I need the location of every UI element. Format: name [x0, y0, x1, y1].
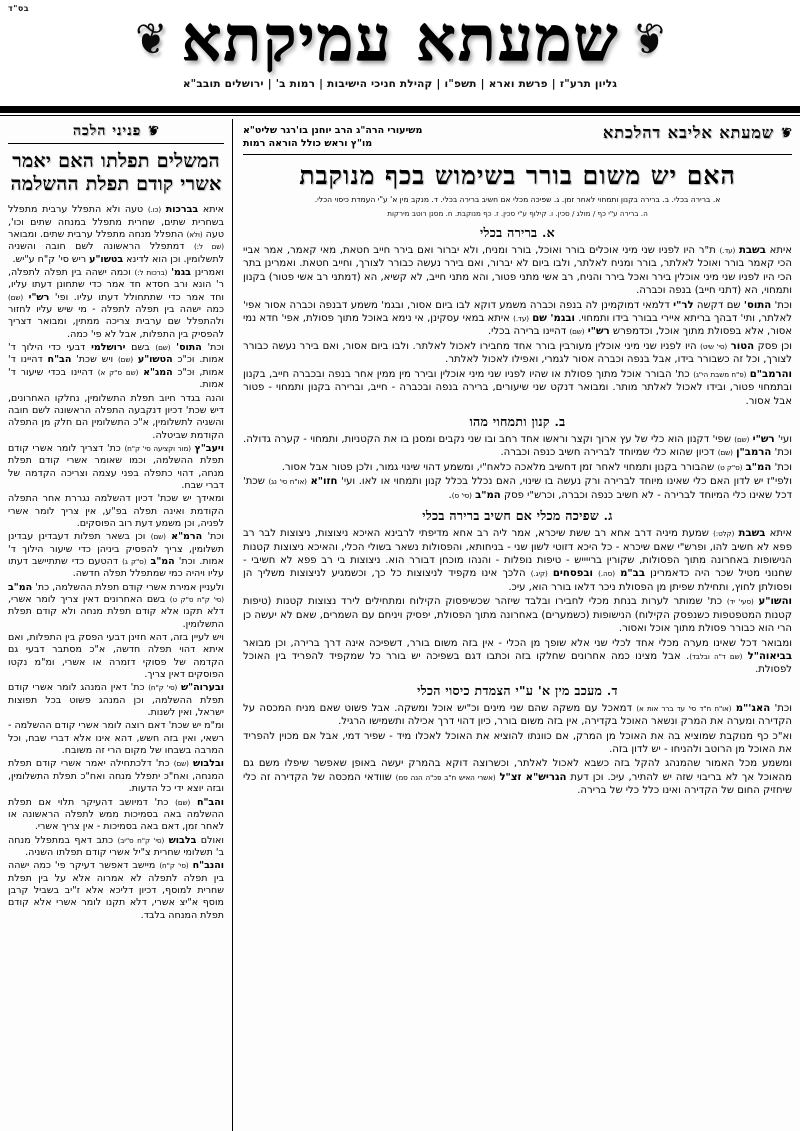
paragraph: ומ"מ יש שכת' דאם רוצה לומר אשרי קודם ההשלמה - רשאי, ואין בזה חשש, דהא אינו אלא דברי שבח, וכל המרבה בשבחו של מקום הרי זה משובח. [8, 720, 224, 757]
main-column-credit [243, 123, 422, 151]
paragraph: והשו"ע (סעי' יד) כת' שמותר לערות בנחת מכלי לחבירו ובלבד שיזהר שכשיפסוק הקילוח ומתחילים לירד נצוצות קטנות (טיפות קטנות המטפטפות כשנפסק הקילוח) הנישופות (כשמערים) באחרונה מתוך הפסולת, יפסיק ויניחם עם השמרים, שאם לא יעשה כן הרי הוא כבורר פסולת מתוך אוכל ואסור. [243, 596, 792, 635]
publication-title: שמעתא עמיקתא [181, 1, 619, 75]
paragraph: ומאידך יש שכת' דכיון דהשלמה נגררת אחר התפלה הקודמת ואינה תפלה בפ"ע, אין צריך לומר אשרי לפניה, וכן משמע דעת רוב הפוסקים. [8, 493, 224, 529]
masthead-subtitle [183, 78, 617, 90]
masthead [0, 0, 800, 106]
masthead-title-row [135, 2, 665, 76]
paragraph: וכן פסק הטור (סי' שיט) היו לפניו שני מיני אוכלין מעורבין בורר אחד מחבירו לאכול לאלתר. ולבו ביום אסור, ואם בירר נעשה כבורר לצורך, וכל זה כשבורר בידו, אבל בנפה וכברה אסור לגמרי, ואפילו לאכול לאלתר. [243, 340, 792, 366]
paragraph: ועי' רש"י (שם) שפי' דקנון הוא כלי של עץ ארוך וקצר וראשו אחד רחב ובו שני נקבים ומסנן בו את הקטניות, ותמחוי - קערה גדולה. וכת' הרמב"ן (שם) דכיון שהוא כלי שמיוחד לברירה חשיב כנפה וכברה. [243, 434, 792, 459]
paragraph: איתא בשבת (קלט:) שמעת מיניה דרב אחא רב ששת שיכרא, אמר ליה רב אחא מדיפתי לרבינא האיכא ניצוצות, ניצוצות לבר רב פפא לא חשיב להו, ופרש"י שאם שיכרא - כל היכא דזוטי לשון שני - בניחותא, והפסולות נשאר בשולי הכלי, והאיכא ניצוצות קטנות הנישופות באחרונה מתוך הפסולות, שקורין ברייייש - טיפות נופלות - והנהו מוכחן דבורר הוא. ניצוצות בי רב פפא לא חשיבי - שחנוני מטיל שכר היה כדאמרינן בב"מ (סה.) ובפסחים (קיג.) הלכך אינו מקפיד לניצוצות כל כך, וכשמגיע לניצוצות משליך הן ופסולתן לחוץ, ותחילת שפיתן מן הפסולת ניכר דלאו בורר הוא, עיכ. [243, 528, 792, 593]
paragraph: ואולם בלבוש (סי' ק"ח ס"יב) כתב דאף במתפלל מנחה ב' תשלומי שחרית צ"יל אשרי קודם תפלתו השניה. [8, 834, 224, 858]
paragraph: ומשמע מכל האמור שהמנהג להקל בזה כשבא לאכול לאלתר, וכשרוצה דוקא בהמרק יעשה באופן שאפשר שיפלו משם גם מהאוכל אך לא בריבוי שזה יש להתיר, עיכ. וכן דעת הגריש"א זצ"ל (אשרי האיש ח"ב פכ"ה הנה סמ) שוודאי המכסה של הקדירה זה כלי שיחזיק החום של הקדירה ואינו כלל כלי של ברירה. [243, 758, 793, 797]
side-article-body [8, 204, 224, 922]
paragraph: ויעב"ץ (מור וקציעה סי' ק"ח) כת' דצריך לומר אשרי קודם תפלת ההשלמה, וכמו שאומר אשרי קודם תפלת מנחה, דהוי כתפלה בפני עצמה וצריכה הקדמה של דברי שבח. [8, 442, 224, 491]
masthead-subtitle-separator: | [319, 78, 324, 90]
credit-line-2: מו"ץ וראש כולל הוראה רמות [243, 137, 373, 149]
flourish-icon: ❦ [780, 125, 792, 141]
main-article-title: האם יש משום בורר בשימוש בכף מנוקבת [299, 160, 736, 190]
bsd-marker: בס"ד [8, 4, 30, 13]
paragraph: ובערוה"ש (סי' ק"ח) כת' דאין המנהג לומר אשרי קודם תפלת ההשלמה, וכן המנהג פשוט בכל תפוצות ישראל, ואין לשנות. [8, 682, 224, 719]
paragraph: והב"ח (שם) כת' דמיושב דהעיקר תלוי אם תפלת ההשלמה באה בסמיכות ממש לתפלה הראשונה או לאחר זמן, דאם באה בסמיכות - אין צריך אשרי. [8, 796, 224, 833]
side-banner-label: פניני הלכה [72, 123, 142, 139]
main-article-body [243, 225, 792, 798]
paragraph: איתא בשבת (עד.) ת"ר היו לפניו שני מיני אוכלים בורר ואוכל, בורר ומניח, ולא יברור ואם בירר חייב חטאת, מאי קאמר, אמר אביי הכי קאמר בורר ואוכל לאלתר, בורר ומניח לאלתר, ולבו ביום לא יברור, ואם בירר נעשה כבורר לצורך, וחייב חטאת. ואמרינן בתר הכי היו לפניו שני מיני אוכלין בירר ואכל בירר והניח, רב אשי מתני פטור, והא מתני חייב, לא קשיא, הא (דמתני רב אשי פטור) בקנון ותמחוי, הא (דתני חייב) בנפה וכברה. [243, 244, 792, 297]
paragraph: והנב"ח (סי' ק"ח) מיישב דאפשר דעיקר פי' כמה ישהה בין תפלה לתפלה לא אמרוה אלא על בין תפלת שחרית למוסף, דכיון דליכא אלא ז"יב בשביל קרבן מוסף א"יצ אשרי, דלא תקנו לומר אשרי אלא קודם תפלת המנחה בלבד. [8, 860, 224, 921]
paragraph: ויש לעיין בזה, דהא חזינן דבעי הפסק בין התפלות, ואם איתא דהוי תפלה חדשה, א"כ מסתבר דבעי גם הקדמה של פסוקי דזמרה או אשרי, ומ"מ נקטו הפוסקים דאין צריך. [8, 632, 224, 681]
flourish-icon: ❦ [147, 124, 160, 139]
main-column-banner [243, 123, 792, 155]
paragraph: איתא בברכות (כו.) טעה ולא התפלל ערבית מתפלל בשחרית שתים, שחרית מתפלל במנחה שתים וכו', טעה (ולא) התפלל מנחה מתפלל ערבית שתים. ומבואר (שם ל:) דמתפלל הראשונה לשם חובה והשניה לתשלומין. וכן הוא לדינא בטשו"ע ריש סי' ק"ח ע"יש. [8, 204, 224, 265]
paragraph: וכת' התוס' שם דקשה לר"י דלמאי דמוקמינן לה בנפה וכברה משמע דוקא לבו ביום אסור, ובגמ' משמע דבנפה וכברה אסור אפי' לאלתר, ותי' דבהך בריתא איירי בבורר בידו ותמחוי. ובגמ' שם (עד.) איתא במאי עסקינן, אי נימא באוכל מתוך פסולת, אפי' חדא נמי אסור, אלא בפסולת מתוך אוכל, וכדמפרש רש"י (שם) דהיינו ברירה בכלי. [243, 299, 792, 338]
paragraph: ומבואר דכל שאינו מערה מכלי אחד לכלי שני אלא שופך מן הכלי - אין בזה משום בורר, דשפיכה אינה דרך ברירה, וכן מבואר בביאוה"ל (שם ד"ה ובלבד). אבל מצינו כמה אחרונים שחלקו בזה וכתבו דגם בשפיכה יש בורר כל שמקפיד להפריד בין האוכל לפסולת. [243, 637, 792, 676]
masthead-divider [0, 106, 800, 113]
side-article-title: המשלים תפלתו האם יאמר אשרי קודם תפלת ההשלמה [10, 150, 222, 196]
side-column-banner [8, 123, 224, 144]
masthead-subtitle-part: תשפ"ו [444, 78, 477, 90]
paragraph: והנה בגדר חיוב תפלת התשלומין, נחלקו האחרונים, דיש שכת' דכיון דנקבעה התפלה הראשונה לשם חובה והשניה לתשלומין, א"כ התשלומין הם חלק מן התפלה הקודמת שביטלה. [8, 392, 224, 441]
main-article-subindex: ה. ברירה ע"י כף / מולג / סכין. ו. קילוף ע"י סכין. ז. כף מנוקבת. ח. מסנן רוטב מירקות [387, 208, 648, 218]
masthead-subtitle-part: קהילת חניכי הישיבות [327, 78, 433, 90]
side-column [0, 119, 232, 1131]
paragraph: וכת' האג'"מ (או"ח ח"ד סי' עד ברר אות א) דמאכל עם משקה שהם שני מינים וכ"יש אוכל ומשקה. אבל פשוט שאם מניח המכסה על הקדירה ומערה את המרק ונשאר האוכל בקדירה, אין בזה משום בורר, כיון דהוי דרך אכילה ותשמישו הרגיל. [243, 702, 792, 728]
main-banner-label: שמעתא אליבא דהלכתא [602, 123, 775, 142]
paragraph: וכת' המ"ב (ס"ק ט) שהבורר בקנון ותמחוי לאחר זמן דחשיב מלאכה כלאח"י, ומשמע דהוי שינוי גמור, ולכן פטור אבל אסור. [281, 461, 792, 473]
side-column-banner-title [8, 123, 224, 140]
credit-line-1: משיעורי הרה"ג הרב יוחנן בו'רגר שליט"א [243, 125, 423, 136]
paragraph: ולפי"ז יש לדון האם כלי שאינו מיוחד לברירה ורק נעשה בו שינוי, האם נכלל בכלל קנון ותמחוי או לאו. ועי' חזו"א (או"ח סי' נג) שכת' דכל שאינו כלי המיוחד לברירה - לא חשיב כנפה וכברה, וכרש"י פסק המ"ב (סי' ס). [243, 476, 793, 501]
masthead-subtitle-part: פרשת וארא [488, 78, 548, 90]
masthead-subtitle-separator: | [480, 78, 485, 90]
paragraph: וכת' התוס' (שם) בשם ירושלמי דבעי כדי הילוך ד' אמות. וכ"כ הטשו"ע (שם) ויש שכת' הב"ח דהיינו ד' אמות, וכ"כ המג"א (שם ס"ק א) דהיינו בכדי שיעור ד' אמות. [8, 342, 224, 391]
main-article-index: א. ברירה בכלי. ב. ברירה בקנון ותמחוי לאחר זמן. ג. שפיכה מכלי אם חשיב ברירה בכלי. ד. מנקב מין א' ע"י העמדת כיסוי הכלי. [314, 195, 721, 205]
paragraph: וא"כ כף מנוקבת שמוציא בה את האוכל מן המרק, אם כוונתו להוציא את האוכל לאכלו מיד - שפיר דמי, אבל אם מכוין להפריד את האוכל מן הרוטב ולהניחו - יש לדון בזה. [243, 730, 792, 756]
flourish-left-icon: ❦ [632, 13, 665, 65]
section-heading: ג. שפיכה מכלי אם חשיב ברירה בכלי [422, 508, 613, 524]
section-heading: ד. מעכב מין א' ע"י הצמדת כיסוי הכלי [417, 682, 618, 698]
flourish-right-icon: ❦ [135, 13, 168, 65]
paragraph: וכת' הרמ"א (שם) וכן בשאר תפלות דעבדינן עבדינן תשלומין, צריך להפסיק ביניהן כדי שיעור הילוך ד' אמות. וכת' המ"ב (ס"ק ג) דהטעם כדי שתתיישב דעתו עליו ויהיה כמי שמתפלל תפלה חדשה. [8, 531, 224, 580]
masthead-subtitle-part: רמות ב' [275, 78, 316, 90]
masthead-subtitle-part: ירושלים תובב"א [182, 78, 264, 90]
paragraph: ואמרינן בגמ' (ברכות ל:) וכמה ישהה בין תפלה לתפלה, ר' הונא ורב חסדא חד אמר כדי שתחונן דעתו עליו, וחד אמר כדי שתתחולל דעתו עליו. ופי' רש"י (שם) כמה ישהה בין תפלה לתפלה - מי שיש עליו לחזור ולהתפלל שם ערבית צריכה ממתין, ומבואר דצריך להפסיק בין התפלות, אבל לא פי' כמה. [8, 267, 224, 340]
body-columns [0, 116, 800, 1131]
section-heading: ב. קנון ותמחוי מהו [469, 414, 566, 430]
masthead-subtitle-separator: | [436, 78, 441, 90]
masthead-subtitle-separator: | [267, 78, 272, 90]
paragraph: והרמב"ם (פ"ח משבת הי"ג) כת' הבורר אוכל מתוך פסולת או שהיו לפניו שני מיני אוכלין ובירר מין ממין אחר בנפה ובכברה חייב, בקנון ובתמחוי פטור, ובידו לאכול לאלתר מותר. ומבואר דנקט שני שיעורים, ברירה בנפה ובכברה - חייב, וברירה בקנון ותמחוי - פטור אבל אסור. [243, 368, 792, 407]
paragraph: ובלבוש (שם) כת' דלכתחילה יאמר אשרי קודם תפלת המנחה, ואח"כ יתפלל מנחה ואח"כ תפלת התשלומין, ובזה יוצא ידי כל הדעות. [8, 758, 224, 795]
paragraph: ולעניין אמירת אשרי קודם תפלת ההשלמה, כת' המ"ב (סי' ק"ח ס"ק ט) בשם האחרונים דאין צריך לומר אשרי, דלא תקנו אלא קודם תפלת מנחה ולא קודם תפלת התשלומין. [8, 581, 224, 630]
section-heading: א. ברירה בכלי [479, 224, 555, 240]
main-column-banner-title [603, 123, 792, 143]
main-column [232, 119, 800, 1131]
masthead-subtitle-part: גליון תרע"ז [559, 78, 618, 90]
masthead-subtitle-separator: | [551, 78, 556, 90]
